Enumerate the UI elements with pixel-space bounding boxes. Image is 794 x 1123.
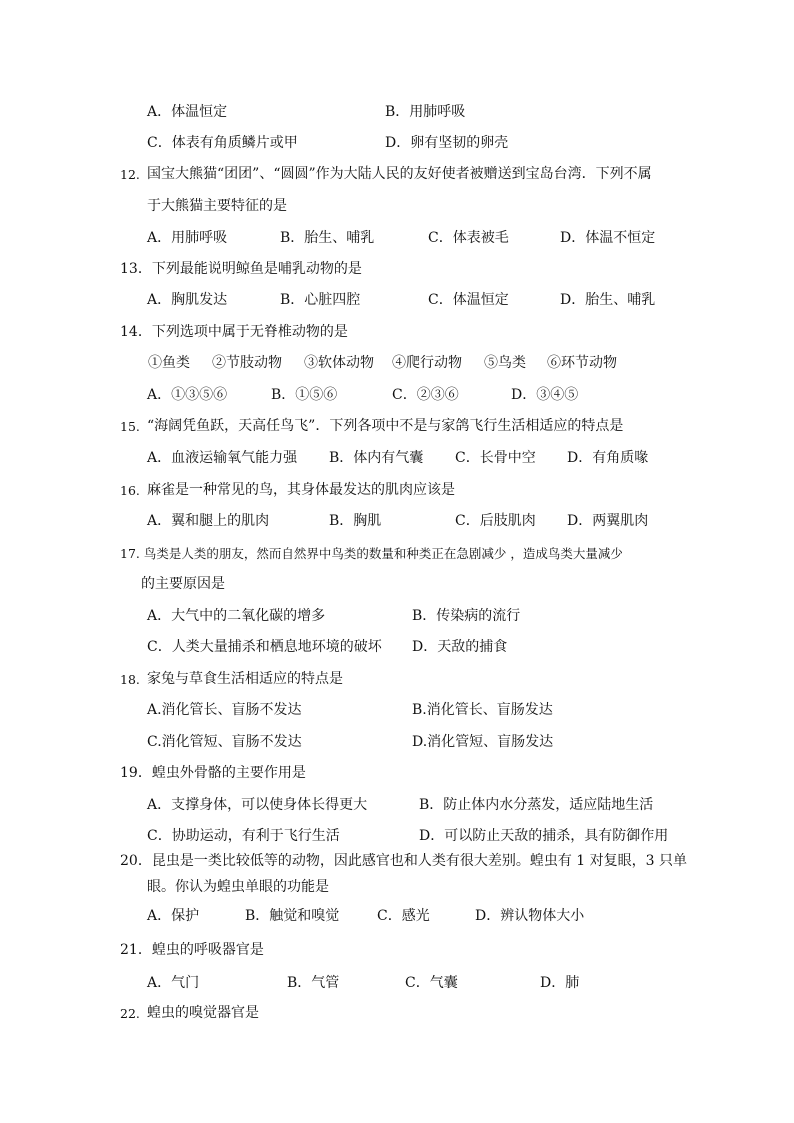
q12-stem-line2: 于大熊猫主要特征的是 bbox=[147, 198, 287, 214]
q12-option-d: D．体温不恒定 bbox=[560, 230, 656, 246]
q14-stem: 14．下列选项中属于无脊椎动物的是 bbox=[120, 324, 348, 340]
q18-option-d: D.消化管短、盲肠发达 bbox=[412, 734, 554, 750]
q17-option-d: D．天敌的捕食 bbox=[412, 639, 508, 655]
q17-stem-line2: 的主要原因是 bbox=[141, 576, 225, 592]
q12-option-c: C．体表被毛 bbox=[428, 230, 509, 246]
q14-item-6: ⑥环节动物 bbox=[547, 355, 617, 371]
q21-option-a: A．气门 bbox=[147, 975, 200, 991]
q16-option-a: A．翼和腿上的肌肉 bbox=[147, 513, 270, 529]
q22-number: 22. bbox=[120, 1006, 140, 1021]
q14-option-c: C．②③⑥ bbox=[392, 387, 459, 403]
q20-option-b: B．触觉和嗅觉 bbox=[245, 908, 340, 924]
q15-number: 15. bbox=[120, 419, 140, 434]
q15-option-b: B．体内有气囊 bbox=[329, 450, 424, 466]
q16-stem: 麻雀是一种常见的鸟，其身体最发达的肌肉应该是 bbox=[147, 482, 455, 498]
q14-item-1: ①鱼类 bbox=[148, 355, 190, 371]
q11-option-c: C．体表有角质鳞片或甲 bbox=[147, 135, 298, 151]
q11-option-a: A．体温恒定 bbox=[147, 104, 228, 120]
q20-option-c: C．感光 bbox=[377, 908, 430, 924]
q20-option-d: D．辨认物体大小 bbox=[475, 908, 585, 924]
q21-option-d: D．肺 bbox=[540, 975, 580, 991]
q18-option-c: C.消化管短、盲肠不发达 bbox=[147, 734, 302, 750]
q20-stem-line2: 眼。你认为蝗虫单眼的功能是 bbox=[147, 879, 329, 895]
q19-option-d: D．可以防止天敌的捕杀，具有防御作用 bbox=[419, 828, 669, 844]
q17-stem-line1: 17. 鸟类是人类的朋友，然而自然界中鸟类的数量和种类正在急剧减少 ，造成鸟类大量减少 bbox=[120, 546, 623, 561]
q13-option-d: D．胎生、哺乳 bbox=[560, 292, 656, 308]
q13-option-c: C．体温恒定 bbox=[428, 292, 509, 308]
q12-option-a: A．用肺呼吸 bbox=[147, 230, 228, 246]
q18-option-b: B.消化管长、盲肠发达 bbox=[412, 702, 553, 718]
q21-option-b: B．气管 bbox=[287, 975, 340, 991]
q20-option-a: A．保护 bbox=[147, 908, 200, 924]
q14-item-2: ②节肢动物 bbox=[212, 355, 282, 371]
q14-item-3: ③软体动物 bbox=[304, 355, 374, 371]
q21-stem: 21．蝗虫的呼吸器官是 bbox=[120, 942, 264, 958]
q22-stem: 蝗虫的嗅觉器官是 bbox=[147, 1005, 259, 1021]
q19-option-a: A．支撑身体，可以使身体长得更大 bbox=[147, 797, 368, 813]
q18-number: 18. bbox=[120, 672, 140, 687]
q19-stem: 19．蝗虫外骨骼的主要作用是 bbox=[120, 765, 306, 781]
q12-number: 12. bbox=[120, 167, 140, 182]
q17-option-b: B．传染病的流行 bbox=[412, 608, 521, 624]
q17-option-a: A．大气中的二氧化碳的增多 bbox=[147, 608, 326, 624]
q13-stem: 13．下列最能说明鲸鱼是哺乳动物的是 bbox=[120, 261, 362, 277]
q13-option-a: A．胸肌发达 bbox=[147, 292, 228, 308]
q21-option-c: C．气囊 bbox=[405, 975, 458, 991]
q13-option-b: B．心脏四腔 bbox=[280, 292, 361, 308]
q12-option-b: B．胎生、哺乳 bbox=[280, 230, 375, 246]
q15-stem: “海阔凭鱼跃，天高任鸟飞”．下列各项中不是与家鸽飞行生活相适应的特点是 bbox=[147, 418, 624, 434]
q19-option-c: C．协助运动，有利于飞行生活 bbox=[147, 828, 340, 844]
q14-option-a: A．①③⑤⑥ bbox=[147, 387, 228, 403]
q12-stem-line1: 国宝大熊猫“团团”、“圆圆”作为大陆人民的友好使者被赠送到宝岛台湾．下列不属 bbox=[147, 166, 652, 182]
q16-option-b: B．胸肌 bbox=[329, 513, 382, 529]
q19-option-b: B．防止体内水分蒸发，适应陆地生活 bbox=[419, 797, 654, 813]
q20-stem-line1: 20．昆虫是一类比较低等的动物，因此感官也和人类有很大差别。蝗虫有 1 对复眼，3 只单 bbox=[120, 853, 687, 869]
q15-option-a: A．血液运输氧气能力强 bbox=[147, 450, 298, 466]
q17-option-c: C．人类大量捕杀和栖息地环境的破坏 bbox=[147, 639, 382, 655]
q14-item-5: ⑤鸟类 bbox=[484, 355, 526, 371]
q18-stem: 家兔与草食生活相适应的特点是 bbox=[147, 671, 343, 687]
q18-option-a: A.消化管长、盲肠不发达 bbox=[147, 702, 302, 718]
q15-option-c: C．长骨中空 bbox=[455, 450, 536, 466]
q16-option-c: C．后肢肌肉 bbox=[455, 513, 536, 529]
q11-option-b: B．用肺呼吸 bbox=[385, 104, 466, 120]
q11-option-d: D．卵有坚韧的卵壳 bbox=[385, 135, 509, 151]
q15-option-d: D．有角质喙 bbox=[567, 450, 649, 466]
q16-option-d: D．两翼肌肉 bbox=[567, 513, 649, 529]
q14-option-d: D．③④⑤ bbox=[511, 387, 579, 403]
q14-option-b: B．①⑤⑥ bbox=[271, 387, 338, 403]
q16-number: 16. bbox=[120, 483, 140, 498]
q14-item-4: ④爬行动物 bbox=[392, 355, 462, 371]
